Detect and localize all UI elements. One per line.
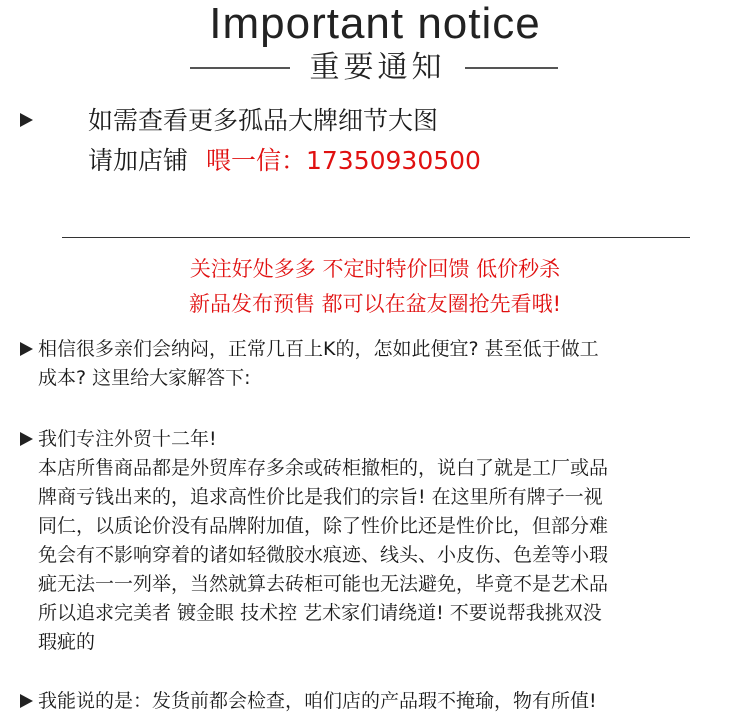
promo-line-1: 关注好处多多 不定时特价回馈 低价秒杀 bbox=[189, 257, 561, 281]
paragraph-1-line-1: 相信很多亲们会纳闷，正常几百上K的，怎如此便宜? 甚至低于做工 bbox=[38, 338, 599, 360]
wechat-label: 喂一信 bbox=[205, 146, 281, 175]
paragraph-2-line-1: 我们专注外贸十二年! bbox=[38, 428, 217, 450]
contact-line-1: 如需查看更多孤品大牌细节大图 bbox=[88, 106, 439, 135]
page-subtitle: 重要通知 bbox=[309, 50, 446, 85]
bullet-arrow-icon bbox=[20, 342, 33, 356]
paragraph-3-line-1: 我能说的是：发货前都会检查，咱们店的产品瑕不掩瑜，物有所值! bbox=[38, 690, 597, 712]
wechat-number: 17350930500 bbox=[306, 146, 481, 175]
promo-line-2: 新品发布预售 都可以在盆友圈抢先看哦! bbox=[188, 292, 562, 316]
bullet-arrow-icon bbox=[20, 113, 33, 127]
paragraph-2-line-4: 同仁，以质论价没有品牌附加值，除了性价比还是性价比，但部分难 bbox=[38, 515, 609, 537]
paragraph-2-line-3: 牌商亏钱出来的，追求高性价比是我们的宗旨! 在这里所有牌子一视 bbox=[38, 486, 603, 508]
paragraph-2-line-2: 本店所售商品都是外贸库存多余或砖柜撤柜的，说白了就是工厂或品 bbox=[38, 457, 609, 479]
contact-line-2 bbox=[88, 146, 481, 176]
page-title: Important notice bbox=[209, 0, 541, 48]
section-divider bbox=[62, 237, 690, 238]
bullet-arrow-icon bbox=[20, 432, 33, 446]
subtitle-divider-left bbox=[190, 67, 290, 69]
paragraph-2-line-8: 瑕疵的 bbox=[38, 631, 96, 653]
paragraph-2-line-6: 疵无法一一列举，当然就算去砖柜可能也无法避免，毕竟不是艺术品 bbox=[38, 573, 609, 595]
paragraph-1-line-2: 成本? 这里给大家解答下: bbox=[38, 367, 251, 389]
paragraph-2-line-5: 免会有不影响穿着的诸如轻微胶水痕迹、线头、小皮伤、色差等小瑕 bbox=[38, 544, 609, 566]
wechat-colon: ： bbox=[280, 146, 306, 175]
paragraph-2-line-7: 所以追求完美者 镀金眼 技术控 艺术家们请绕道! 不要说帮我挑双没 bbox=[38, 602, 602, 624]
subtitle-row bbox=[0, 50, 750, 90]
contact-prefix: 请加店铺 bbox=[88, 146, 189, 175]
bullet-arrow-icon bbox=[20, 694, 33, 708]
subtitle-divider-right bbox=[465, 67, 558, 69]
